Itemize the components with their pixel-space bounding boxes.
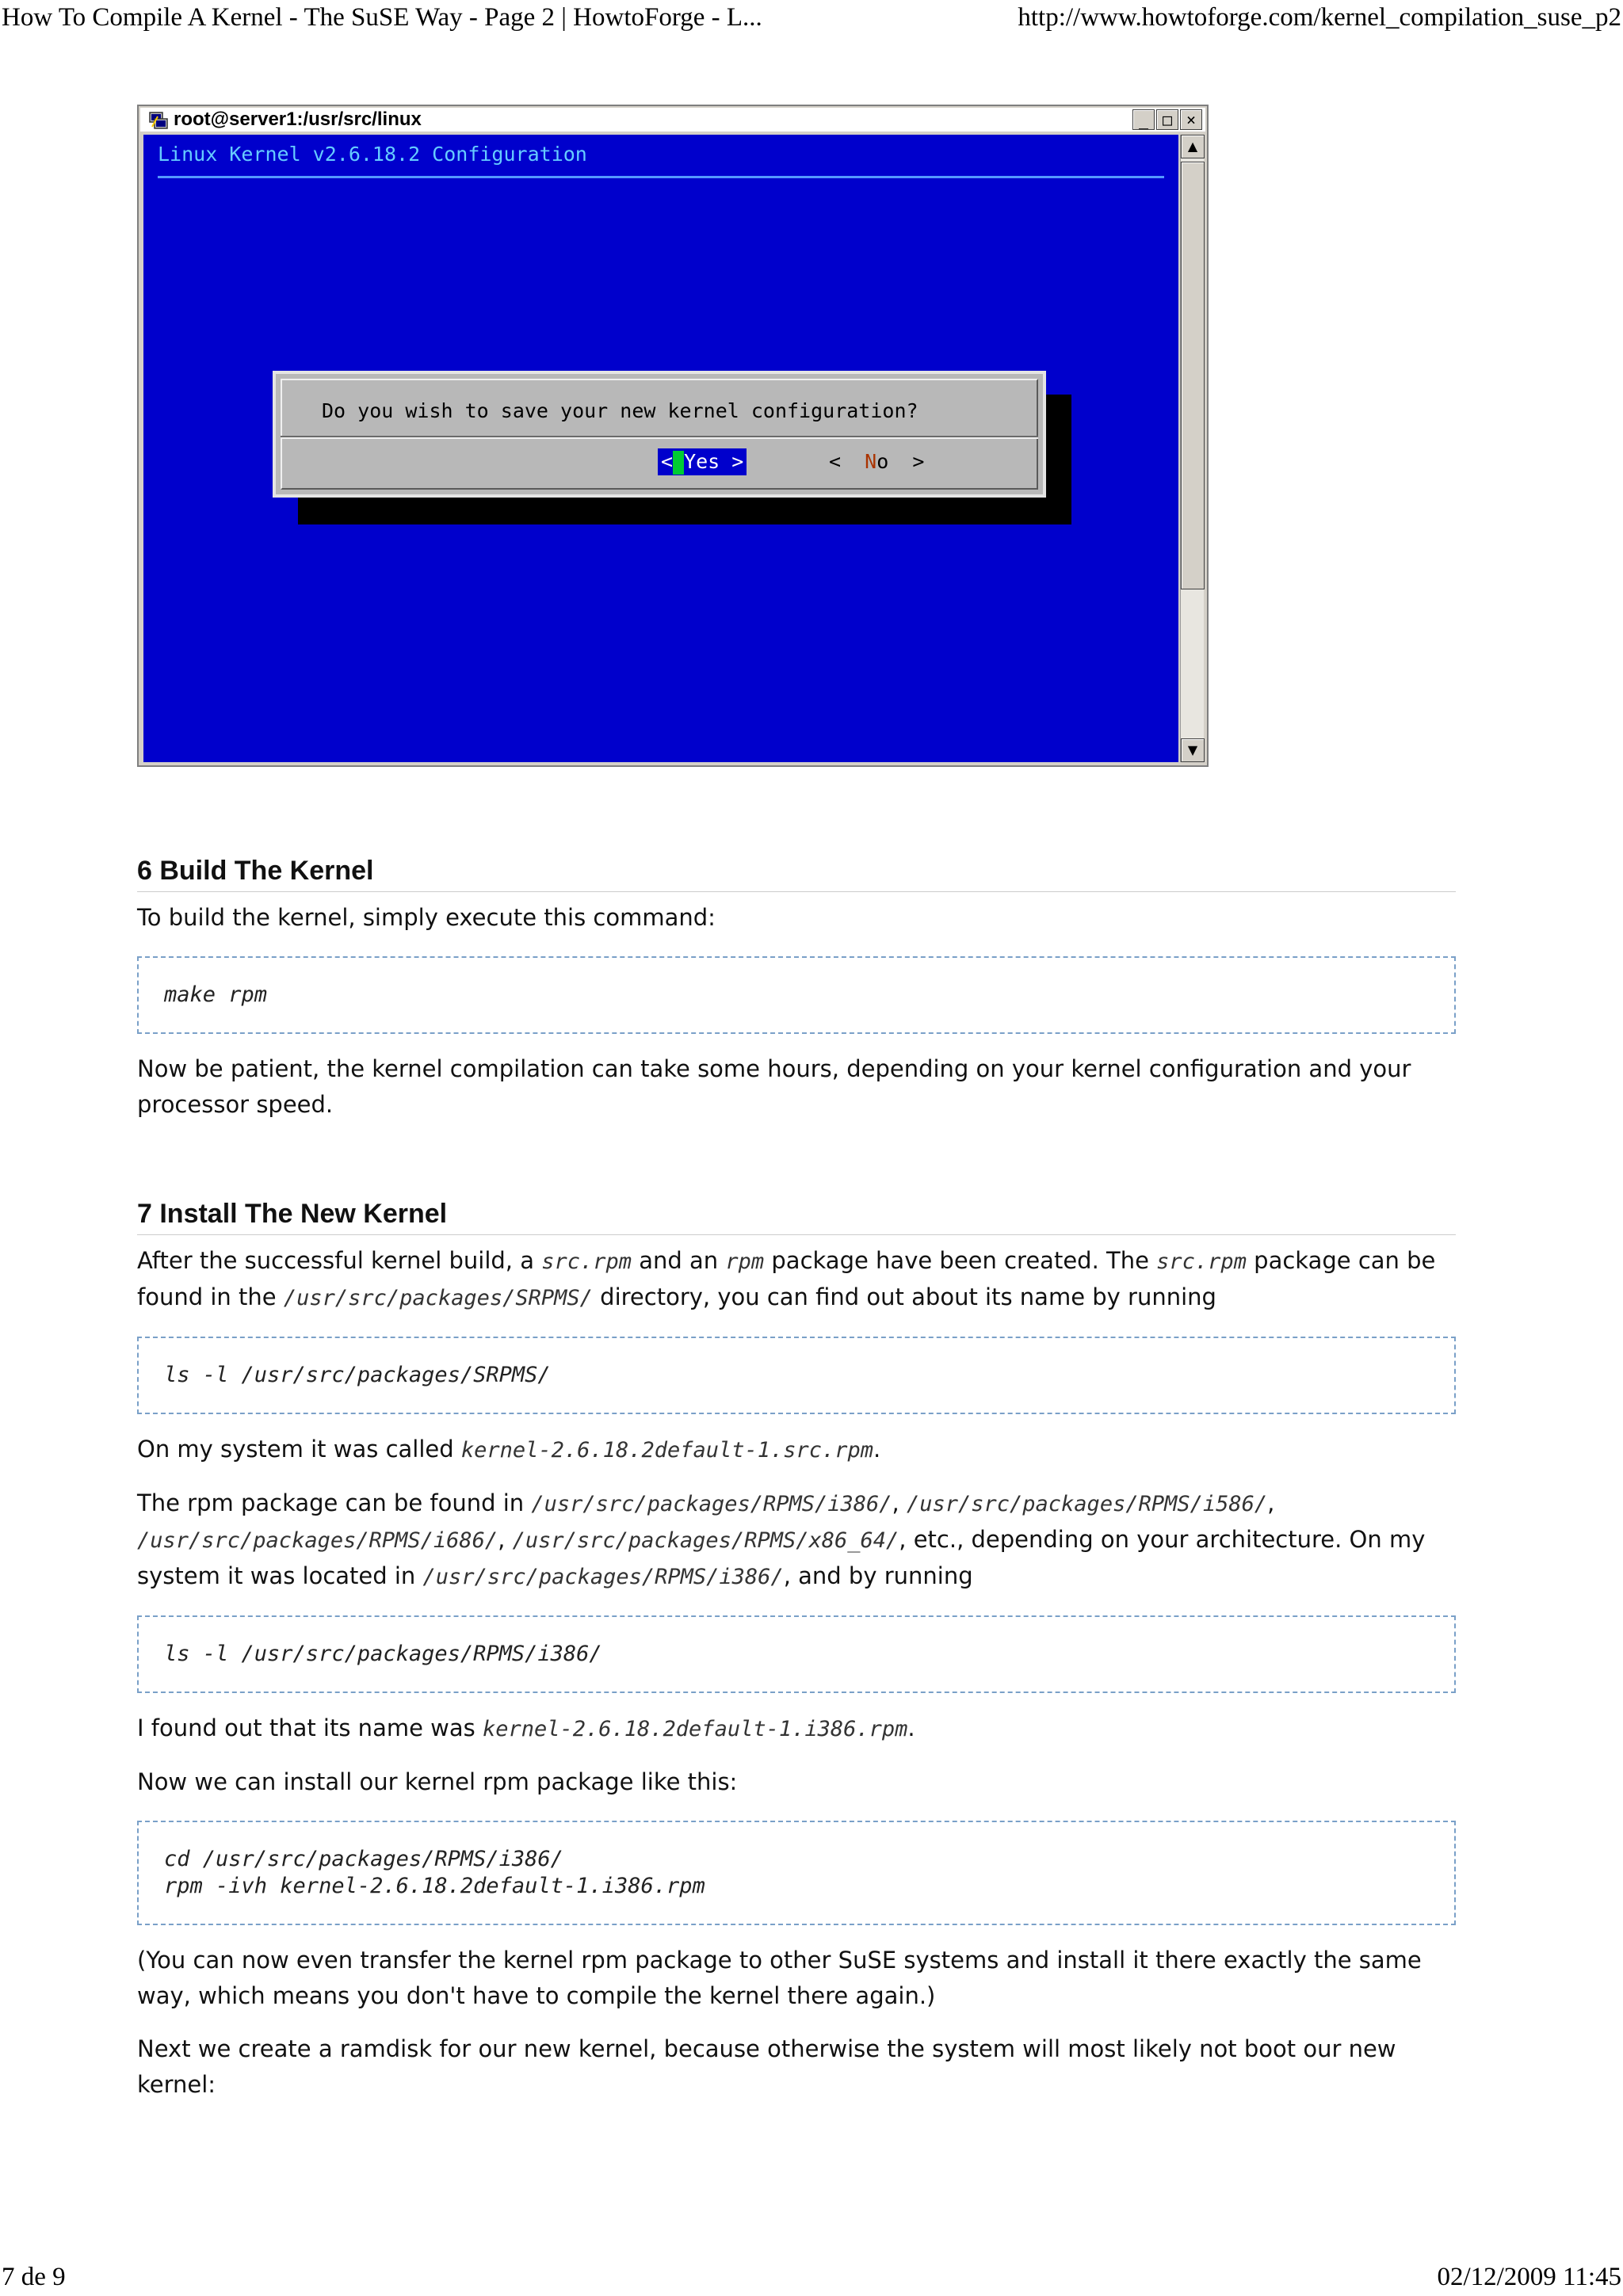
inline-code: /usr/src/packages/RPMS/x86_64/ bbox=[512, 1528, 899, 1553]
yes-label: Yes > bbox=[684, 450, 744, 473]
no-label-rest: o > bbox=[876, 450, 925, 473]
maximize-button[interactable]: □ bbox=[1156, 109, 1178, 130]
text: package can be found in the bbox=[137, 1247, 1436, 1310]
section-7-paragraph-2 bbox=[137, 1432, 1456, 1468]
section-7-paragraph-6: (You can now even transfer the kernel rpm package to other SuSE systems and install it there exactly the same way, which means you don't have to compile the kernel there again.) bbox=[137, 1947, 1422, 2009]
text: After the successful kernel build, a bbox=[137, 1247, 542, 1274]
terminal-screen bbox=[143, 135, 1178, 762]
inline-code: /usr/src/packages/RPMS/i686/ bbox=[137, 1528, 498, 1553]
terminal-scrollbar[interactable] bbox=[1180, 135, 1204, 762]
config-title-rule bbox=[158, 176, 1164, 178]
text: The rpm package can be found in bbox=[137, 1489, 532, 1516]
yes-button[interactable] bbox=[658, 448, 747, 475]
close-button[interactable]: × bbox=[1180, 109, 1202, 130]
page-number: 7 de 9 bbox=[2, 2263, 66, 2291]
scroll-up-button[interactable]: ▲ bbox=[1181, 135, 1205, 158]
no-left-bracket: < bbox=[829, 450, 865, 473]
command-box-ls-rpms: ls -l /usr/src/packages/RPMS/i386/ bbox=[137, 1615, 1456, 1693]
terminal-screenshot bbox=[137, 105, 1209, 767]
save-config-dialog bbox=[273, 371, 1046, 498]
print-datetime: 02/12/2009 11:45 bbox=[1437, 2263, 1621, 2291]
inline-code: /usr/src/packages/RPMS/i386/ bbox=[422, 1565, 784, 1589]
inline-code: /usr/src/packages/RPMS/i386/ bbox=[531, 1492, 892, 1516]
scroll-thumb[interactable] bbox=[1181, 162, 1205, 589]
page-url: http://www.howtoforge.com/kernel_compilation_suse_p2 bbox=[1018, 3, 1621, 32]
command-box-install-rpm: cd /usr/src/packages/RPMS/i386/ rpm -ivh kernel-2.6.18.2default-1.i386.rpm bbox=[137, 1821, 1456, 1925]
text: , bbox=[892, 1489, 907, 1516]
text: , etc., depending on your architecture. On my system it was located in bbox=[137, 1526, 1426, 1589]
dialog-question: Do you wish to save your new kernel configuration? bbox=[322, 399, 918, 422]
inline-code: /usr/src/packages/RPMS/i586/ bbox=[906, 1492, 1268, 1516]
window-controls bbox=[1132, 109, 1202, 130]
text-cursor bbox=[673, 451, 684, 475]
text: package have been created. The bbox=[764, 1247, 1157, 1274]
section-7-paragraph-5: Now we can install our kernel rpm package like this: bbox=[137, 1768, 738, 1795]
text: . bbox=[907, 1714, 915, 1741]
terminal-window-title: root@server1:/usr/src/linux bbox=[174, 109, 422, 130]
text: , bbox=[1267, 1489, 1275, 1516]
page-title: How To Compile A Kernel - The SuSE Way - Page 2 | HowtoForge - L... bbox=[2, 3, 762, 32]
section-7-paragraph-7: Next we create a ramdisk for our new kernel, because otherwise the system will most likely not boot our new kernel: bbox=[137, 2035, 1396, 2098]
inline-code: src.rpm bbox=[541, 1249, 632, 1274]
terminal-titlebar bbox=[140, 108, 1205, 132]
inline-code: kernel-2.6.18.2default-1.i386.rpm bbox=[482, 1717, 908, 1741]
command-box-make-rpm: make rpm bbox=[137, 956, 1456, 1034]
text: I found out that its name was bbox=[137, 1714, 483, 1741]
minimize-button[interactable]: _ bbox=[1132, 109, 1155, 130]
no-hotkey-letter: N bbox=[865, 450, 877, 473]
inline-code: /usr/src/packages/SRPMS/ bbox=[283, 1286, 593, 1310]
section-7-heading: 7 Install The New Kernel bbox=[137, 1199, 1456, 1235]
no-button[interactable] bbox=[829, 448, 924, 475]
text: and an bbox=[632, 1247, 726, 1274]
section-gap bbox=[137, 1123, 1456, 1199]
text: , bbox=[498, 1526, 513, 1553]
putty-icon bbox=[148, 109, 169, 130]
section-7-paragraph-1 bbox=[137, 1243, 1456, 1316]
scroll-down-button[interactable]: ▼ bbox=[1181, 738, 1205, 762]
text: , and by running bbox=[783, 1562, 973, 1589]
command-box-ls-srpms: ls -l /usr/src/packages/SRPMS/ bbox=[137, 1337, 1456, 1414]
section-6-intro: To build the kernel, simply execute this command: bbox=[137, 904, 716, 931]
print-footer bbox=[0, 2263, 1623, 2294]
text: . bbox=[873, 1436, 881, 1463]
section-6-note: Now be patient, the kernel compilation can take some hours, depending on your kernel configuration and your processor speed. bbox=[137, 1055, 1411, 1118]
inline-code: rpm bbox=[725, 1249, 765, 1274]
inline-code: src.rpm bbox=[1156, 1249, 1247, 1274]
section-7-paragraph-3 bbox=[137, 1486, 1456, 1595]
dialog-divider bbox=[281, 436, 1038, 439]
print-header bbox=[0, 3, 1623, 35]
article-content bbox=[137, 856, 1456, 2103]
text: On my system it was called bbox=[137, 1436, 461, 1463]
yes-left-bracket: < bbox=[661, 450, 674, 473]
inline-code: kernel-2.6.18.2default-1.src.rpm bbox=[460, 1438, 874, 1463]
kernel-config-title: Linux Kernel v2.6.18.2 Configuration bbox=[158, 143, 587, 166]
section-7-paragraph-4 bbox=[137, 1711, 1456, 1747]
section-6-heading: 6 Build The Kernel bbox=[137, 856, 1456, 892]
text: directory, you can find out about its name by running bbox=[592, 1283, 1216, 1310]
